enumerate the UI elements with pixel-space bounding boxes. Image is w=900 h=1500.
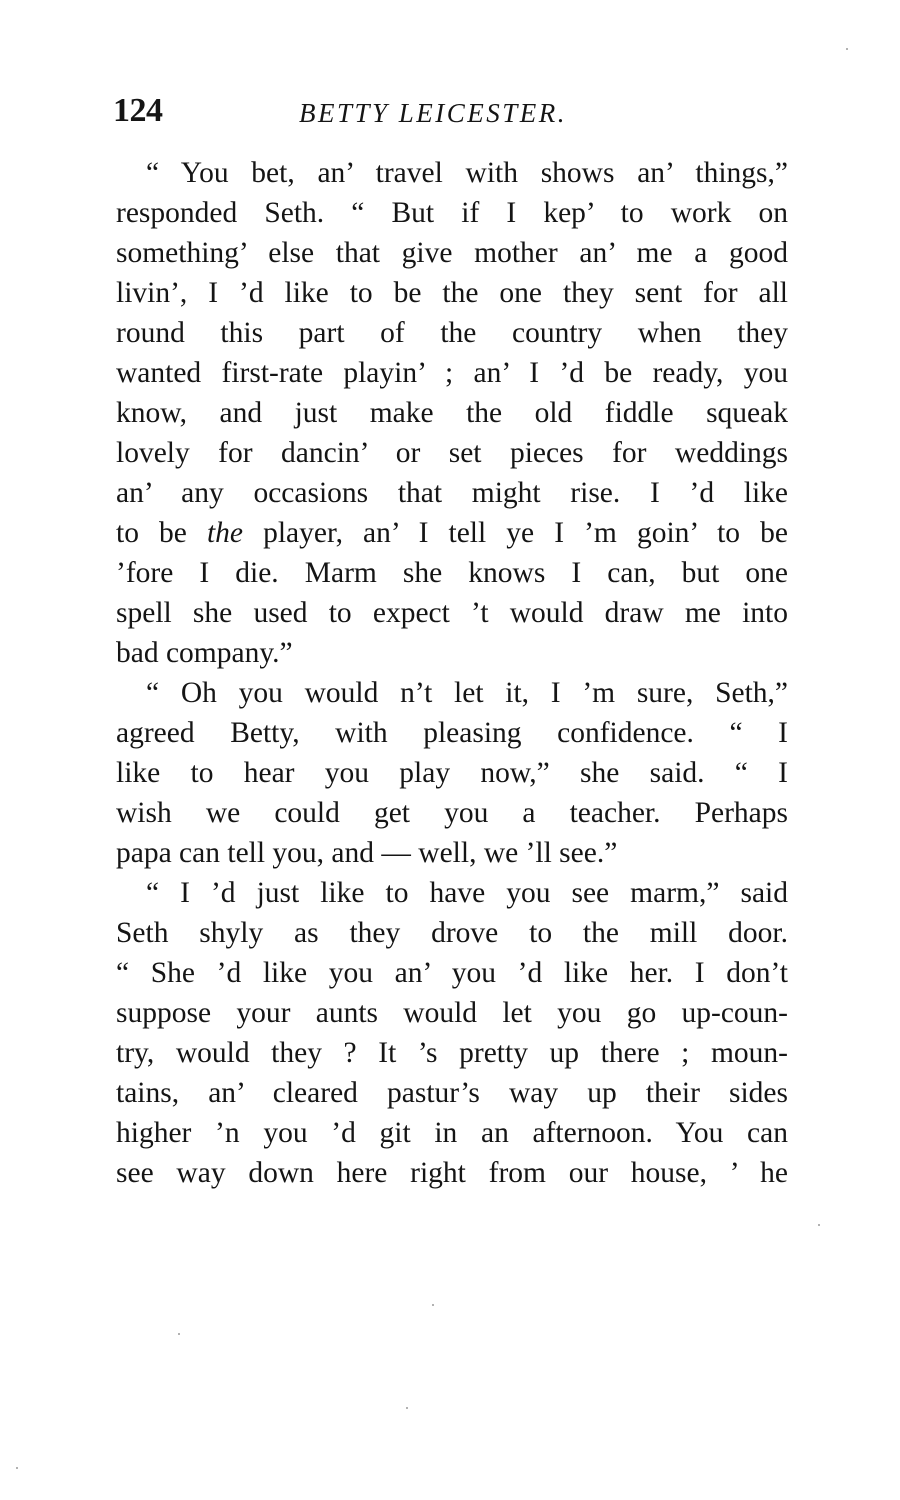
emphasized-word: the xyxy=(206,517,243,549)
text-line: ’fore I die. Marm she knows I can, but one xyxy=(116,557,788,589)
text-line: “ I ’d just like to have you see marm,” said xyxy=(146,877,788,909)
text-line: tains, an’ cleared pastur’s way up their sides xyxy=(116,1077,788,1109)
text-line: “ You bet, an’ travel with shows an’ things,” xyxy=(146,157,788,189)
text-line: wanted first-rate playin’ ; an’ I ’d be ready, you xyxy=(116,357,788,389)
text-line: round this part of the country when they xyxy=(116,317,788,349)
text-line: like to hear you play now,” she said. “ I xyxy=(116,757,788,789)
text-line: suppose your aunts would let you go up-coun- xyxy=(116,997,788,1029)
text-line: something’ else that give mother an’ me a good xyxy=(116,237,788,269)
text-line: Seth shyly as they drove to the mill door. xyxy=(116,917,788,949)
text-line: lovely for dancin’ or set pieces for weddings xyxy=(116,437,788,469)
text-line: spell she used to expect ’t would draw me into xyxy=(116,597,788,629)
text-line: higher ’n you ’d git in an afternoon. You can xyxy=(116,1117,788,1149)
text-segment: to be xyxy=(116,517,207,549)
text-line: agreed Betty, with pleasing confidence. “ I xyxy=(116,717,788,749)
scan-speck xyxy=(178,1333,180,1335)
text-line: “ She ’d like you an’ you ’d like her. I don’t xyxy=(116,957,788,989)
text-line xyxy=(116,513,788,553)
text-line: try, would they ? It ’s pretty up there ; moun- xyxy=(116,1037,788,1069)
text-line: livin’, I ’d like to be the one they sent for all xyxy=(116,277,788,309)
scan-speck xyxy=(818,1224,820,1226)
text-segment: player, an’ I tell ye I ’m goin’ to be xyxy=(243,517,788,549)
text-line: know, and just make the old fiddle squeak xyxy=(116,397,788,429)
text-line: responded Seth. “ But if I kep’ to work on xyxy=(116,197,788,229)
scan-speck xyxy=(406,1407,408,1409)
text-line: papa can tell you, and — well, we ’ll see.” xyxy=(116,837,618,869)
text-line: “ Oh you would n’t let it, I ’m sure, Seth,” xyxy=(146,677,788,709)
scan-speck xyxy=(846,48,848,50)
text-line: an’ any occasions that might rise. I ’d like xyxy=(116,477,788,509)
scan-speck xyxy=(432,1304,434,1306)
body-text xyxy=(116,153,788,1193)
page-number: 124 xyxy=(113,92,163,129)
text-line: see way down here right from our house, ’ he xyxy=(116,1157,788,1189)
text-line: bad company.” xyxy=(116,637,293,669)
scan-speck xyxy=(16,1467,18,1469)
text-line: wish we could get you a teacher. Perhaps xyxy=(116,797,788,829)
page-header xyxy=(113,92,793,136)
running-title: BETTY LEICESTER. xyxy=(299,98,568,128)
